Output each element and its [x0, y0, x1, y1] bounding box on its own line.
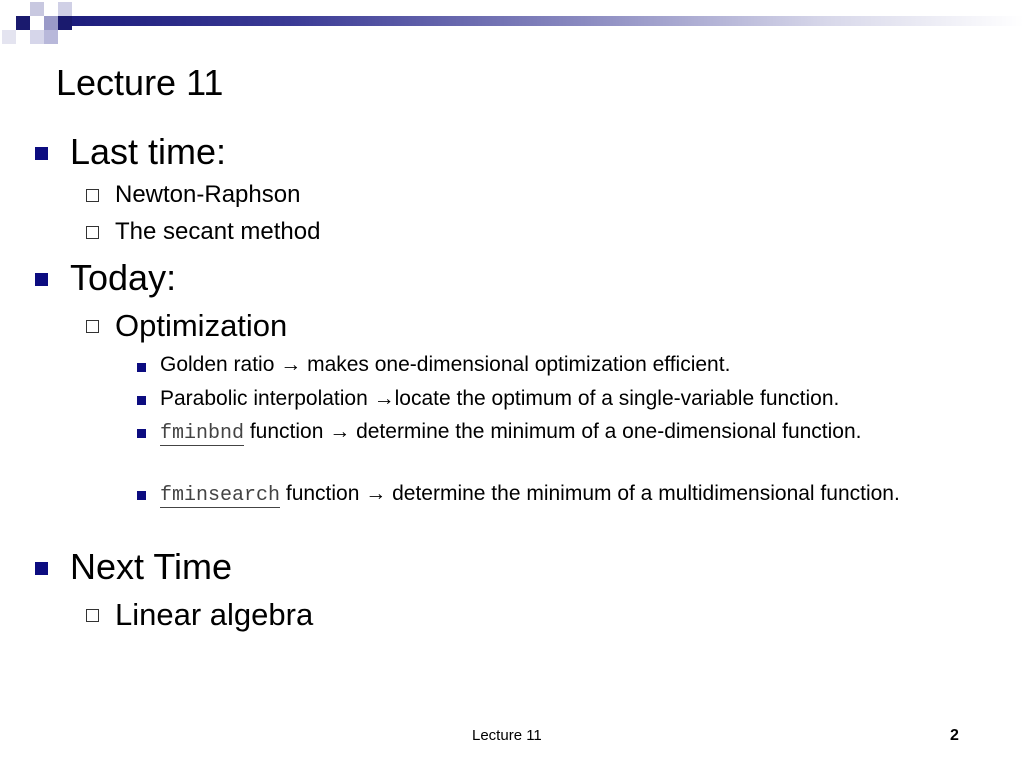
level2-bullet: [86, 226, 99, 239]
decor-square: [16, 16, 30, 30]
decor-square: [30, 2, 44, 16]
subheading: Optimization: [115, 308, 288, 343]
list-item: Golden ratio → makes one-dimensional optimization efficient.: [160, 353, 731, 376]
header-gradient-bar: [44, 16, 1024, 26]
list-item: Parabolic interpolation →locate the optimum of a single-variable function.: [160, 387, 840, 410]
decor-square: [44, 30, 58, 44]
decor-square: [30, 30, 44, 44]
decor-square: [2, 30, 16, 44]
decor-square: [58, 16, 72, 30]
section-heading: Today:: [70, 257, 177, 298]
list-item: [160, 480, 990, 510]
list-item-text: function → determine the minimum of a multidimensional function.: [280, 482, 900, 505]
decor-square: [58, 2, 72, 16]
level3-bullet: [137, 363, 146, 372]
section-heading: Last time:: [70, 131, 227, 172]
level3-bullet: [137, 429, 146, 438]
level1-bullet: [35, 562, 48, 575]
level1-bullet: [35, 273, 48, 286]
decor-square: [44, 16, 58, 30]
level2-bullet: [86, 609, 99, 622]
header-decoration: [0, 0, 1024, 44]
list-item: Newton-Raphson: [115, 181, 301, 208]
level3-bullet: [137, 491, 146, 500]
level1-bullet: [35, 147, 48, 160]
list-item: Linear algebra: [115, 597, 314, 632]
list-item: [160, 418, 990, 448]
list-item-text: function → determine the minimum of a one-dimensional function.: [244, 420, 862, 443]
footer-label: Lecture 11: [472, 727, 542, 744]
level3-bullet: [137, 396, 146, 405]
code-term: fminsearch: [160, 484, 281, 507]
level2-bullet: [86, 320, 99, 333]
section-heading: Next Time: [70, 546, 233, 587]
page-number: 2: [950, 727, 959, 744]
list-item: The secant method: [115, 218, 321, 245]
level2-bullet: [86, 189, 99, 202]
code-term: fminbnd: [160, 422, 245, 445]
slide-title: Lecture 11: [56, 62, 224, 103]
